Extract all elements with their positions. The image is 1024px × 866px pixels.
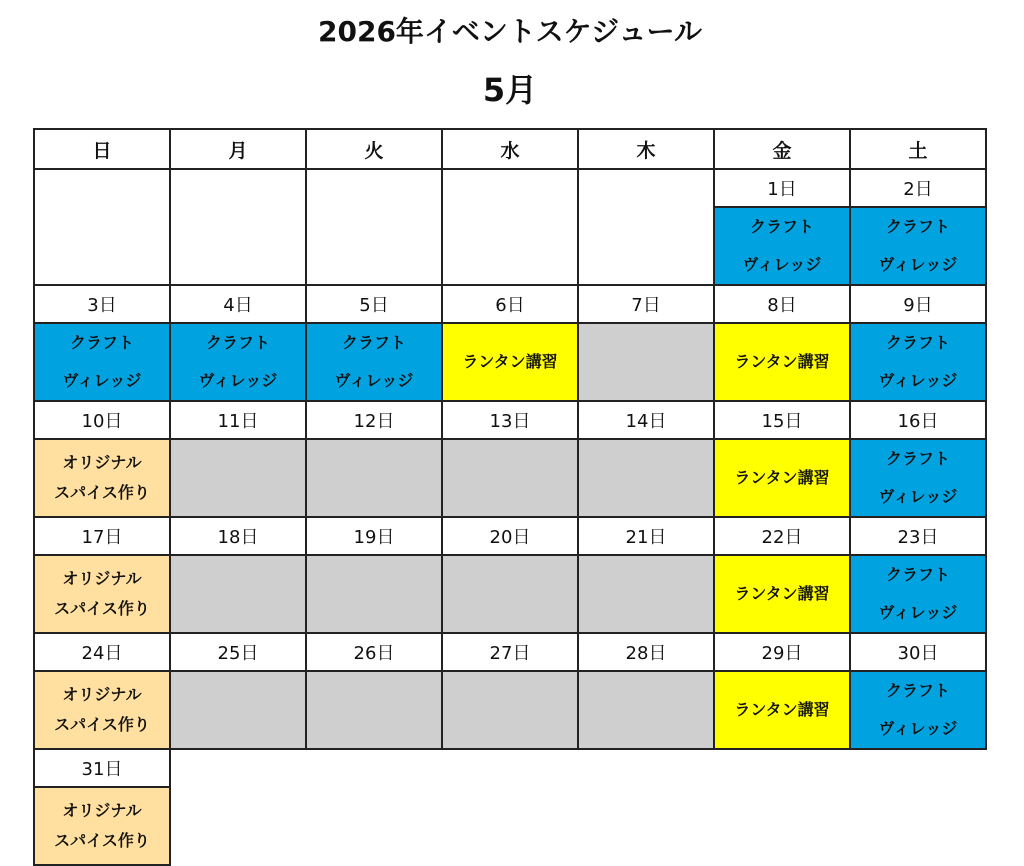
day-number xyxy=(849,168,987,208)
weekday-header xyxy=(849,128,987,170)
day-number xyxy=(713,168,851,208)
event-label: ランタン講習 xyxy=(734,700,830,719)
day-number xyxy=(441,400,579,440)
event-cell-craft[interactable] xyxy=(849,206,987,286)
no-event-cell xyxy=(169,438,307,518)
date-label: 10日 xyxy=(81,411,123,432)
day-number xyxy=(577,400,715,440)
date-label: 19日 xyxy=(353,527,395,548)
date-label: 11日 xyxy=(217,411,259,432)
weekday-label: 日 xyxy=(92,139,112,162)
no-event-cell xyxy=(577,322,715,402)
no-event-cell xyxy=(577,554,715,634)
empty-day-cell xyxy=(577,168,715,286)
date-label: 9日 xyxy=(903,295,933,316)
no-event-cell xyxy=(305,670,443,750)
no-event-cell xyxy=(441,670,579,750)
event-cell-craft[interactable] xyxy=(305,322,443,402)
date-label: 18日 xyxy=(217,527,259,548)
date-label: 7日 xyxy=(631,295,661,316)
page-title: 2026年イベントスケジュール xyxy=(318,15,702,48)
date-label: 21日 xyxy=(625,527,667,548)
event-cell-craft[interactable] xyxy=(849,554,987,634)
date-label: 4日 xyxy=(223,295,253,316)
event-label: オリジナル スパイス作り xyxy=(54,801,150,850)
event-label: クラフト ヴィレッジ xyxy=(62,333,142,390)
event-cell-craft[interactable] xyxy=(849,438,987,518)
no-event-cell xyxy=(169,554,307,634)
event-cell-lantern[interactable] xyxy=(441,322,579,402)
date-label: 8日 xyxy=(767,295,797,316)
date-label: 16日 xyxy=(897,411,939,432)
event-cell-craft[interactable] xyxy=(169,322,307,402)
day-number xyxy=(849,632,987,672)
day-number xyxy=(169,284,307,324)
weekday-label: 火 xyxy=(364,139,384,162)
empty-day-cell xyxy=(169,168,307,286)
event-cell-craft[interactable] xyxy=(713,206,851,286)
date-label: 28日 xyxy=(625,643,667,664)
date-label: 25日 xyxy=(217,643,259,664)
day-number xyxy=(305,632,443,672)
weekday-label: 木 xyxy=(636,139,656,162)
event-label: クラフト ヴィレッジ xyxy=(878,449,958,506)
day-number xyxy=(169,632,307,672)
weekday-header xyxy=(577,128,715,170)
event-label: クラフト ヴィレッジ xyxy=(742,217,822,274)
day-number xyxy=(33,632,171,672)
day-number xyxy=(305,400,443,440)
event-cell-lantern[interactable] xyxy=(713,322,851,402)
month-heading: 5月 xyxy=(482,71,538,109)
day-number xyxy=(713,400,851,440)
date-label: 30日 xyxy=(897,643,939,664)
day-number xyxy=(713,284,851,324)
date-label: 26日 xyxy=(353,643,395,664)
no-event-cell xyxy=(577,438,715,518)
day-number xyxy=(169,516,307,556)
date-label: 22日 xyxy=(761,527,803,548)
day-number xyxy=(33,748,171,788)
day-number xyxy=(441,516,579,556)
event-cell-spice[interactable] xyxy=(33,670,171,750)
day-number xyxy=(169,400,307,440)
date-label: 24日 xyxy=(81,643,123,664)
event-label: クラフト ヴィレッジ xyxy=(334,333,414,390)
date-label: 27日 xyxy=(489,643,531,664)
empty-day-cell xyxy=(33,168,171,286)
date-label: 5日 xyxy=(359,295,389,316)
no-event-cell xyxy=(305,438,443,518)
date-label: 20日 xyxy=(489,527,531,548)
no-event-cell xyxy=(441,438,579,518)
event-cell-spice[interactable] xyxy=(33,554,171,634)
event-cell-craft[interactable] xyxy=(849,670,987,750)
date-label: 13日 xyxy=(489,411,531,432)
event-label: クラフト ヴィレッジ xyxy=(878,681,958,738)
no-event-cell xyxy=(441,554,579,634)
day-number xyxy=(33,284,171,324)
day-number xyxy=(441,632,579,672)
day-number xyxy=(33,400,171,440)
event-label: クラフト ヴィレッジ xyxy=(878,217,958,274)
day-number xyxy=(849,516,987,556)
date-label: 17日 xyxy=(81,527,123,548)
event-label: クラフト ヴィレッジ xyxy=(198,333,278,390)
weekday-header xyxy=(441,128,579,170)
date-label: 12日 xyxy=(353,411,395,432)
date-label: 31日 xyxy=(81,759,123,780)
date-label: 2日 xyxy=(903,179,933,200)
event-label: オリジナル スパイス作り xyxy=(54,569,150,618)
no-event-cell xyxy=(577,670,715,750)
day-number xyxy=(577,516,715,556)
day-number xyxy=(305,284,443,324)
day-number xyxy=(33,516,171,556)
weekday-label: 金 xyxy=(772,139,792,162)
no-event-cell xyxy=(169,670,307,750)
weekday-label: 月 xyxy=(228,139,248,162)
weekday-label: 水 xyxy=(500,139,520,162)
event-label: ランタン講習 xyxy=(734,468,830,487)
day-number xyxy=(849,400,987,440)
event-cell-lantern[interactable] xyxy=(713,438,851,518)
empty-day-cell xyxy=(305,168,443,286)
weekday-header xyxy=(169,128,307,170)
weekday-header xyxy=(305,128,443,170)
day-number xyxy=(577,632,715,672)
date-label: 3日 xyxy=(87,295,117,316)
event-cell-spice[interactable] xyxy=(33,438,171,518)
date-label: 6日 xyxy=(495,295,525,316)
day-number xyxy=(713,632,851,672)
no-event-cell xyxy=(305,554,443,634)
event-cell-lantern[interactable] xyxy=(713,554,851,634)
event-label: ランタン講習 xyxy=(462,352,558,371)
event-label: クラフト ヴィレッジ xyxy=(878,565,958,622)
weekday-header xyxy=(713,128,851,170)
event-cell-craft[interactable] xyxy=(33,322,171,402)
date-label: 29日 xyxy=(761,643,803,664)
weekday-header xyxy=(33,128,171,170)
weekday-label: 土 xyxy=(908,139,928,162)
empty-day-cell xyxy=(441,168,579,286)
day-number xyxy=(849,284,987,324)
date-label: 15日 xyxy=(761,411,803,432)
event-cell-craft[interactable] xyxy=(849,322,987,402)
calendar-grid xyxy=(33,128,987,856)
event-label: ランタン講習 xyxy=(734,352,830,371)
event-label: オリジナル スパイス作り xyxy=(54,685,150,734)
date-label: 14日 xyxy=(625,411,667,432)
event-label: ランタン講習 xyxy=(734,584,830,603)
day-number xyxy=(577,284,715,324)
event-label: オリジナル スパイス作り xyxy=(54,453,150,502)
event-label: クラフト ヴィレッジ xyxy=(878,333,958,390)
day-number xyxy=(441,284,579,324)
date-label: 23日 xyxy=(897,527,939,548)
event-cell-lantern[interactable] xyxy=(713,670,851,750)
day-number xyxy=(713,516,851,556)
day-number xyxy=(305,516,443,556)
date-label: 1日 xyxy=(767,179,797,200)
event-cell-spice[interactable] xyxy=(33,786,171,866)
